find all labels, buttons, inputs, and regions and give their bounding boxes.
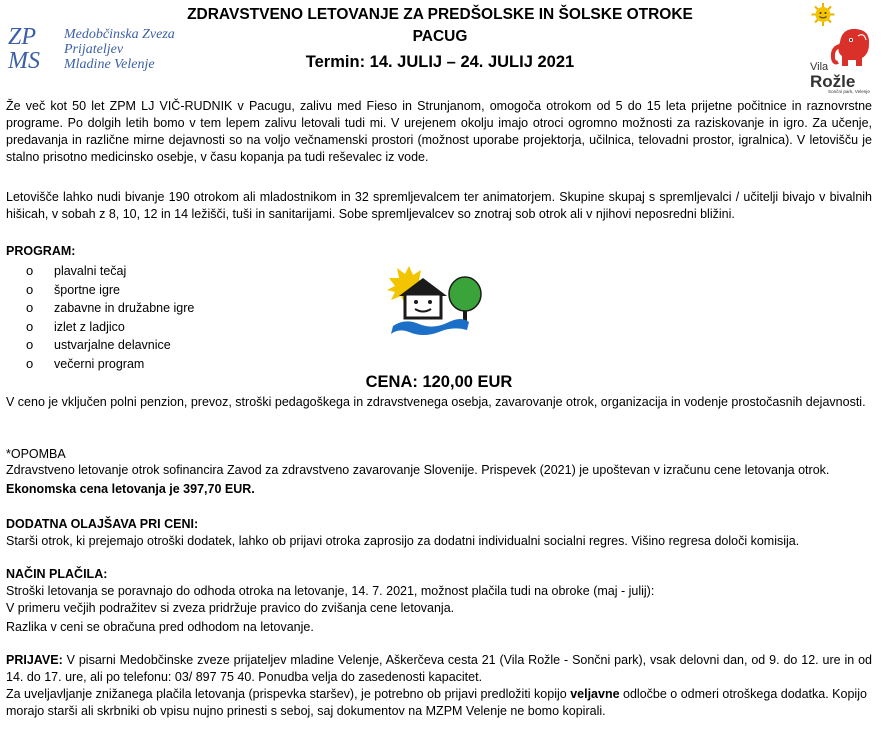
intro-paragraph: Že več kot 50 let ZPM LJ VIČ-RUDNIK v Pacugu, zalivu med Fieso in Strunjanom, omogoča otrokom od 5 do 15 leta prijetne počitnice in raznovrstne programe. Po dolgih letih bomo v tem lepem zalivu letovali tudi mi. V urejenem okolju imajo otroci ogromno možnosti za raziskovanje in igro. Za učenje, predavanja in različne mirne dejavnosti so na voljo večnamenski prostori (možnost uporabe projektorja, učilnica, telovadni prostor, igralnica). V letovišču je stalno prisotno medicinsko osebje, v času kopanja pa tudi reševalec iz vode.	[6, 99, 872, 164]
registration-text: V pisarni Medobčinske zveze prijateljev mladine Velenje, Aškerčeva cesta 21 (Vila Rožle - Sončni park), vsak delovni dan, od 9. do 12. ure in od 14. do 17. ure, ali po telefonu: 03/ 897 75 40. Ponudba velja do zasedenosti kapacitet.	[6, 653, 872, 684]
list-bullet: o	[26, 300, 34, 315]
elephant-icon	[833, 29, 869, 66]
payment-line1: Stroški letovanja se poravnajo do odhoda otroka na letovanje, 14. 7. 2021, možnost plačila tudi na obroke (maj - julij):	[6, 584, 655, 598]
registration-paragraph-2	[6, 686, 872, 720]
discount-text: Starši otrok, ki prejemajo otroški dodatek, lahko ob prijavi otroka zaprosijo za dodatni individualni socialni regres. Višino regresa določi komisija.	[6, 534, 800, 548]
logo-line1: Medobčinska Zveza	[64, 27, 175, 42]
sun-icon	[812, 3, 835, 26]
logo-letters-top: ZP	[8, 24, 37, 50]
camp-house-icon	[383, 266, 485, 338]
registration-text-bold: veljavne	[570, 687, 620, 701]
location-title: PACUG	[412, 28, 468, 45]
water-icon	[391, 319, 469, 335]
vila-rozle-logo	[806, 2, 874, 94]
term-title: Termin: 14. JULIJ – 24. JULIJ 2021	[305, 53, 575, 71]
document-header	[150, 4, 730, 75]
list-item	[26, 336, 194, 355]
program-item-label: izlet z ladjico	[54, 319, 125, 334]
program-item-label: plavalni tečaj	[54, 264, 127, 278]
program-item-label: ustvarjalne delavnice	[54, 338, 171, 352]
price-heading: CENA: 120,00 EUR	[365, 373, 513, 391]
program-item-label: večerni program	[54, 356, 145, 371]
registration-paragraph	[6, 652, 872, 686]
list-bullet: o	[26, 281, 34, 297]
payment-heading: NAČIN PLAČILA:	[6, 567, 108, 581]
rozle-label: Rožle	[810, 72, 856, 91]
registration-text-a: Za uveljavljanje znižanega plačila letovanja (prispevka staršev), je potrebno ob prijavi predložiti kopijo	[6, 687, 571, 701]
program-item-label: zabavne in družabne igre	[54, 301, 195, 315]
payment-line3: Razlika v ceni se obračuna pred odhodom na letovanje.	[6, 620, 314, 634]
registration-label: PRIJAVE:	[6, 653, 63, 667]
vila-label: Vila	[810, 61, 829, 73]
capacity-paragraph: Letovišče lahko nudi bivanje 190 otrokom ali mladostnikom in 32 spremljevalcem ter animatorjem. Skupine skupaj s spremljevalci / učitelji bivajo v bivalnih hišicah, v sobah z 8, 10, 12 in 14 ležišči, tuši in sanitarijami. Sobe spremljevalcev so znotraj sob otrok ali v njihovi neposredni bližini.	[6, 190, 872, 221]
list-item	[26, 318, 194, 337]
price-included: V ceno je vključen polni penzion, prevoz, stroški pedagoškega in zdravstvenega osebja, zavarovanje otrok, organizacija in vodenje prostočasnih dejavnosti.	[6, 395, 866, 409]
economic-price: Ekonomska cena letovanja je 397,70 EUR.	[6, 482, 255, 496]
note-heading: *OPOMBA	[6, 447, 66, 461]
tree-icon	[449, 277, 481, 324]
list-item	[26, 299, 194, 318]
note-text: Zdravstveno letovanje otrok sofinancira Zavod za zdravstveno zavarovanje Slovenije. Prispevek (2021) je upoštevan v izračunu cene letovanja otrok.	[6, 463, 830, 477]
registration-text-b: odločbe o odmeri otroškega dodatka. Kopijo morajo starši ali skrbniki ob vpisu nujno prinesti s seboj, saj dokumentov na MZPM Velenje ne bomo kopirali.	[6, 687, 867, 718]
tagline-label: Sončni park, Velenje	[828, 89, 870, 94]
program-item-label: športne igre	[54, 282, 121, 297]
discount-heading: DODATNA OLAJŠAVA PRI CENI:	[6, 517, 199, 531]
list-bullet: o	[26, 355, 34, 371]
document-title: ZDRAVSTVENO LETOVANJE ZA PREDŠOLSKE IN ŠOLSKE OTROKE	[187, 6, 693, 23]
program-list	[26, 262, 194, 373]
list-item	[26, 262, 194, 281]
list-bullet: o	[26, 318, 34, 334]
logo-letters-bottom: MS	[8, 48, 40, 72]
program-heading: PROGRAM:	[6, 244, 76, 258]
logo-line2: Prijateljev	[64, 42, 124, 57]
list-bullet: o	[26, 337, 34, 352]
logo-line3: Mladine Velenje	[64, 57, 155, 72]
list-item	[26, 281, 194, 300]
list-bullet: o	[26, 263, 34, 278]
payment-line2: V primeru večjih podražitev si zveza pridržuje pravico do zvišanja cene letovanja.	[6, 601, 455, 615]
list-item	[26, 355, 194, 374]
